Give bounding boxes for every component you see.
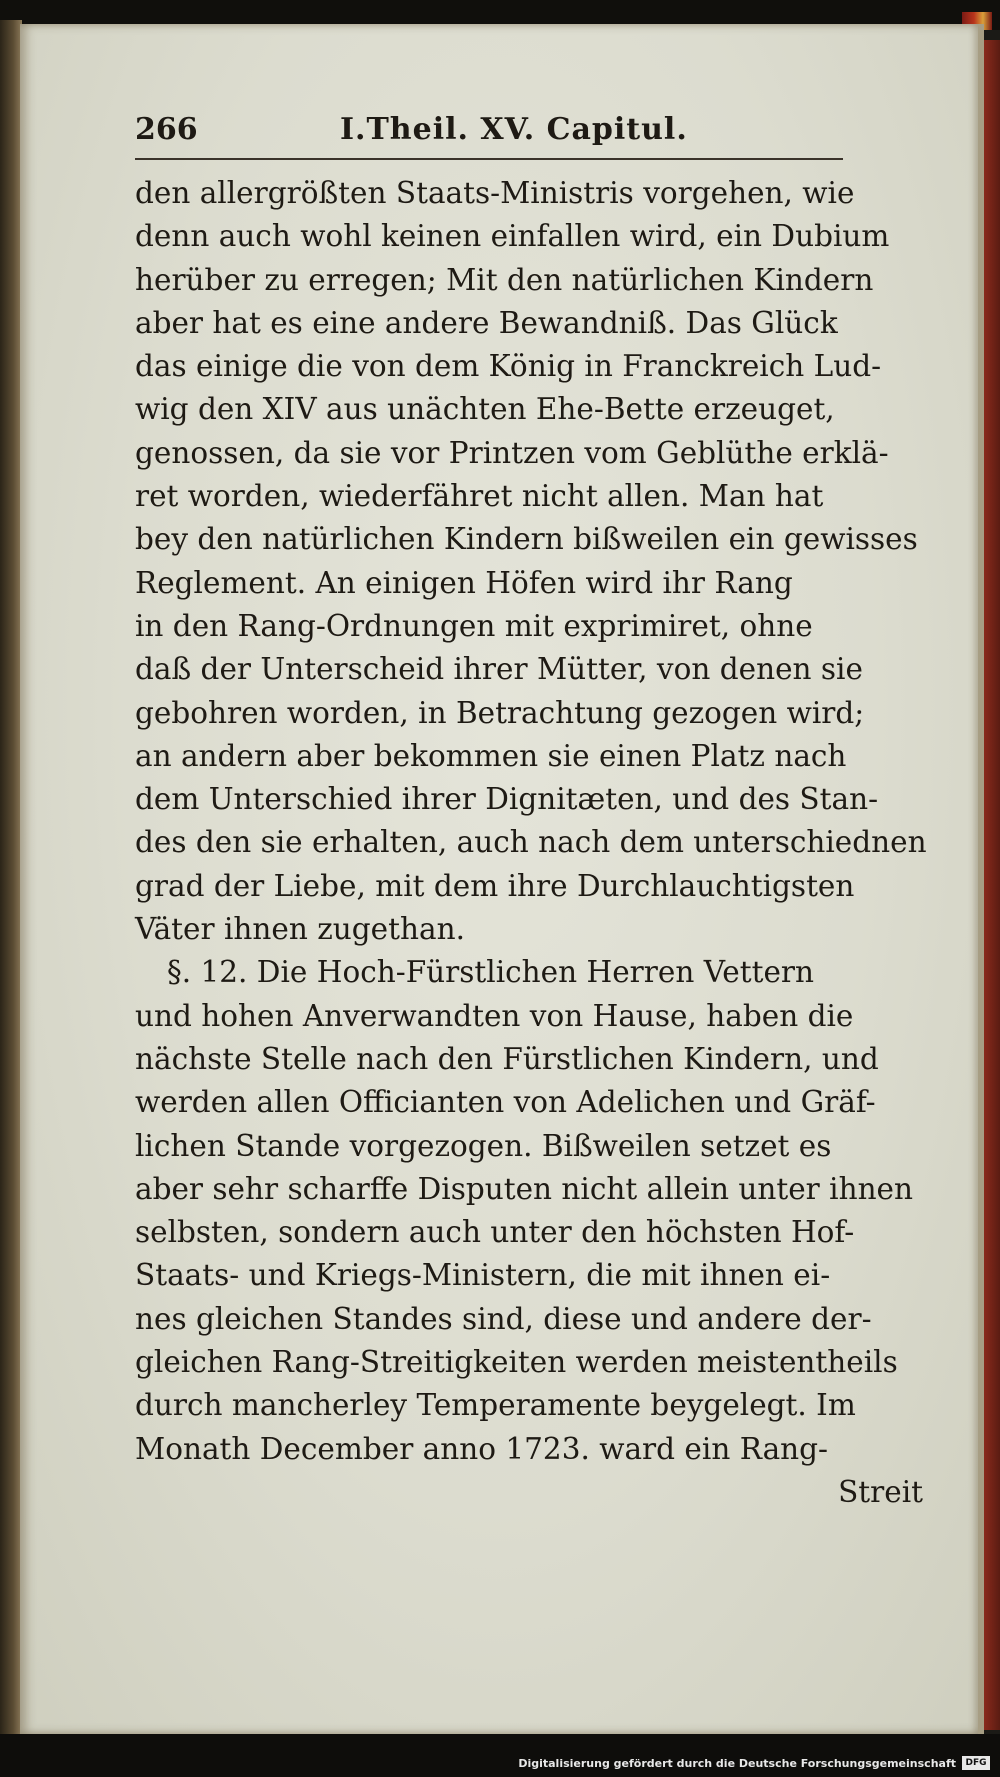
text-line: ret worden, wiederfähret nicht allen. Man hat: [135, 479, 824, 514]
chapter-heading: I.Theil. XV. Capitul.: [340, 112, 688, 147]
body-text: [135, 172, 935, 1514]
text-line: und hohen Anverwandten von Hause, haben die: [135, 998, 854, 1033]
text-line: Monath December anno 1723. ward ein Rang-: [135, 1431, 829, 1466]
text-line: denn auch wohl keinen einfallen wird, ein Dubium: [135, 219, 890, 254]
text-line: an andern aber bekommen sie einen Platz nach: [135, 738, 847, 773]
running-head: [135, 112, 855, 158]
text-line: den allergrößten Staats-Ministris vorgehen, wie: [135, 176, 855, 210]
book-spine-edge: [0, 20, 22, 1735]
text-line: Staats- und Kriegs-Ministern, die mit ihnen ei-: [135, 1258, 831, 1293]
text-line: Väter ihnen zugethan.: [135, 912, 465, 947]
text-line: werden allen Officianten von Adelichen und Gräf-: [135, 1085, 876, 1120]
text-line: des den sie erhalten, auch nach dem unterschiednen: [135, 825, 927, 860]
text-line: gleichen Rang-Streitigkeiten werden meistentheils: [135, 1345, 898, 1380]
text-line: aber hat es eine andere Bewandniß. Das Glück: [135, 305, 838, 340]
text-line: daß der Unterscheid ihrer Mütter, von denen sie: [135, 652, 863, 687]
text-line: durch mancherley Temperamente beygelegt. Im: [135, 1388, 856, 1423]
scanner-bottom-border: [0, 1734, 1000, 1777]
paragraph-start-line: §. 12. Die Hoch-Fürstlichen Herren Vettern: [167, 955, 815, 990]
text-line: dem Unterschied ihrer Dignitæten, und des Stan-: [135, 782, 879, 817]
catchword: Streit: [838, 1474, 923, 1509]
page-fore-edge: [984, 40, 1000, 1730]
dfg-logo: DFG: [962, 1756, 990, 1770]
text-line: selbsten, sondern auch unter den höchsten Hof-: [135, 1215, 855, 1250]
text-line: nes gleichen Standes sind, diese und andere der-: [135, 1301, 872, 1336]
page-number: 266: [135, 112, 198, 147]
text-line: nächste Stelle nach den Fürstlichen Kindern, und: [135, 1041, 879, 1076]
text-line: bey den natürlichen Kindern bißweilen ein gewisses: [135, 522, 918, 557]
text-line: aber sehr scharffe Disputen nicht allein unter ihnen: [135, 1171, 914, 1206]
text-line: herüber zu erregen; Mit den natürlichen Kindern: [135, 262, 874, 297]
text-line: grad der Liebe, mit dem ihre Durchlauchtigsten: [135, 868, 855, 903]
text-line: genossen, da sie vor Printzen vom Geblüthe erklä-: [135, 435, 889, 470]
text-line: das einige die von dem König in Franckreich Lud-: [135, 349, 882, 384]
text-line: gebohren worden, in Betrachtung gezogen wird;: [135, 695, 865, 730]
text-line: Reglement. An einigen Höfen wird ihr Rang: [135, 565, 793, 600]
text-line: in den Rang-Ordnungen mit exprimiret, ohne: [135, 608, 813, 643]
digitization-credit: Digitalisierung gefördert durch die Deutsche Forschungsgemeinschaft: [518, 1757, 956, 1770]
header-rule: [135, 158, 843, 160]
text-line: wig den XIV aus unächten Ehe-Bette erzeuget,: [135, 392, 835, 427]
text-line: lichen Stande vorgezogen. Bißweilen setzet es: [135, 1128, 832, 1163]
